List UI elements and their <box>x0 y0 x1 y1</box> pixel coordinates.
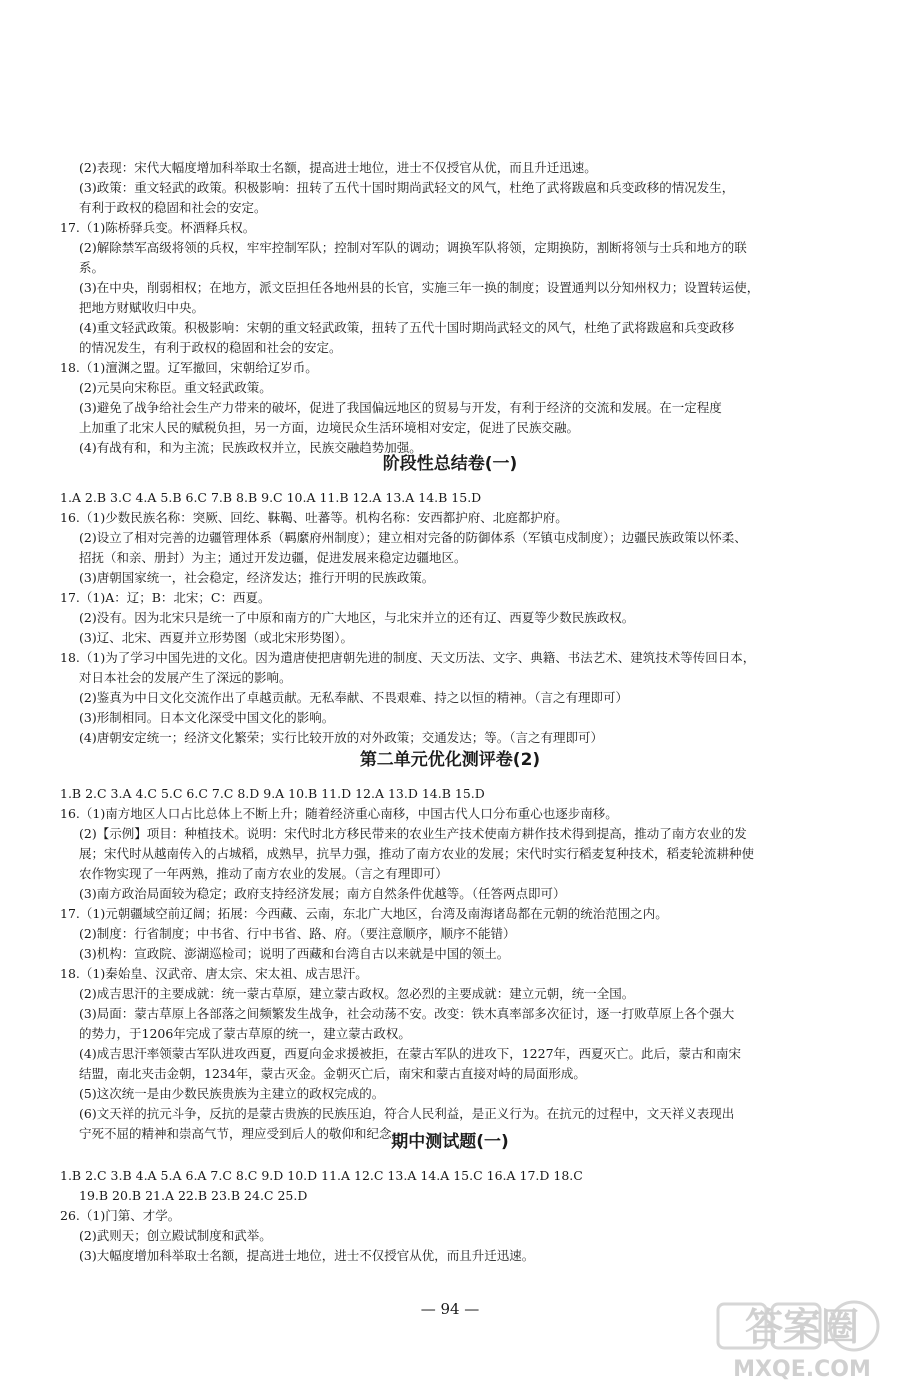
answer-line: 18.（1)秦始皇、汉武帝、唐太宗、宋太祖、成吉思汗。 <box>60 966 368 981</box>
answer-line: 上加重了北宋人民的赋税负担，另一方面，边境民众生活环境相对安定，促进了民族交融。 <box>79 420 580 435</box>
page-number: — 94 — <box>420 1300 480 1318</box>
answer-line: (6)文天祥的抗元斗争，反抗的是蒙古贵族的民族压迫，符合人民利益，是正义行为。在抗元的过程中，文天祥义表现出 <box>79 1106 735 1121</box>
answer-line: (3)形制相同。日本文化深受中国文化的影响。 <box>79 710 335 725</box>
answer-line: (3)大幅度增加科举取士名额，提高进士地位，进士不仅授官从优，而且升迁迅速。 <box>79 1248 535 1263</box>
answer-line: 的情况发生，有利于政权的稳固和社会的安定。 <box>79 340 342 355</box>
answer-line: (3)在中央，削弱相权；在地方，派文臣担任各地州县的长官，实施三年一换的制度；设置通判以分知州权力；设置转运使， <box>79 280 760 295</box>
answer-line: 对日本社会的发展产生了深远的影响。 <box>79 670 292 685</box>
answer-line: (3)局面：蒙古草原上各部落之间频繁发生战争，社会动荡不安。改变：铁木真率部多次征讨，逐一打败草原上各个强大 <box>79 1006 735 1021</box>
answer-line: 18.（1)澶渊之盟。辽军撤回，宋朝给辽岁币。 <box>60 360 318 375</box>
watermark-logo-text: 答案圈 <box>744 1305 860 1349</box>
answer-line: 系。 <box>79 260 105 275</box>
answer-line: 26.（1)门第、才学。 <box>60 1208 181 1223</box>
answer-line: 16.（1)南方地区人口占比总体上不断上升；随着经济重心南移，中国古代人口分布重心也逐步南移。 <box>60 806 618 821</box>
answer-line: 1.A 2.B 3.C 4.A 5.B 6.C 7.B 8.B 9.C 10.A 11.B 12.A 13.A 14.B 15.D <box>60 490 482 505</box>
answer-line: 17.（1)元朝疆域空前辽阔；拓展：今西藏、云南，东北广大地区，台湾及南海诸岛都在元朝的统治范围之内。 <box>60 906 668 921</box>
answer-line: 展；宋代时从越南传入的占城稻，成熟早，抗旱力强，推动了南方农业的发展；宋代时实行稻麦复种技术，稻麦轮流耕种使 <box>79 846 755 861</box>
answer-line: (2)成吉思汗的主要成就：统一蒙古草原，建立蒙古政权。忽必烈的主要成就：建立元朝，统一全国。 <box>79 986 635 1001</box>
answer-line: 17.（1)陈桥驿兵变。杯酒释兵权。 <box>60 220 256 235</box>
answer-line: 有利于政权的稳固和社会的安定。 <box>79 200 267 215</box>
section-title-3: 期中测试题(一) <box>391 1132 509 1152</box>
answer-line: (2)武则天；创立殿试制度和武举。 <box>79 1228 272 1243</box>
section-title-1: 阶段性总结卷(一) <box>382 454 518 474</box>
answer-line: 的势力，于1206年完成了蒙古草原的统一，建立蒙古政权。 <box>79 1026 411 1041</box>
answer-line: (2)解除禁军高级将领的兵权，牢牢控制军队；控制对军队的调动；调换军队将领，定期换防，割断将领与士兵和地方的联 <box>79 240 747 255</box>
answer-line: (2)设立了相对完善的边疆管理体系（羁縻府州制度）；建立相对完备的防御体系（军镇屯戍制度）；边疆民族政策以怀柔、 <box>79 530 747 545</box>
answer-line: 18.（1)为了学习中国先进的文化。因为遣唐使把唐朝先进的制度、天文历法、文字、典籍、书法艺术、建筑技术等传回日本， <box>60 650 756 665</box>
answer-line: 1.B 2.C 3.A 4.C 5.C 6.C 7.C 8.D 9.A 10.B 11.D 12.A 13.D 14.B 15.D <box>60 786 485 801</box>
answer-line: 结盟，南北夹击金朝，1234年，蒙古灭金。金朝灭亡后，南宋和蒙古直接对峙的局面形成。 <box>79 1066 586 1081</box>
answer-line: (3)唐朝国家统一，社会稳定，经济发达；推行开明的民族政策。 <box>79 570 435 585</box>
answer-line: 把地方财赋收归中央。 <box>79 300 205 315</box>
answer-line: (2)表现：宋代大幅度增加科举取士名额，提高进士地位，进士不仅授官从优，而且升迁迅速。 <box>79 160 597 175</box>
answer-line: 1.B 2.C 3.B 4.A 5.A 6.A 7.C 8.C 9.D 10.D 11.A 12.C 13.A 14.A 15.C 16.A 17.D 18.C <box>60 1168 583 1183</box>
answer-line: (5)这次统一是由少数民族贵族为主建立的政权完成的。 <box>79 1086 385 1101</box>
answer-line: (2)制度：行省制度；中书省、行中书省、路、府。（要注意顺序，顺序不能错） <box>79 926 516 941</box>
answer-line: 17.（1)A：辽；B：北宋；C：西夏。 <box>60 590 271 605</box>
answer-line: (3)辽、北宋、西夏并立形势图（或北宋形势图）。 <box>79 630 353 645</box>
answer-line: 16.（1)少数民族名称：突厥、回纥、靺鞨、吐蕃等。机构名称：安西都护府、北庭都护府。 <box>60 510 568 525</box>
section-title-2: 第二单元优化测评卷(2) <box>359 750 541 770</box>
answer-line: 19.B 20.B 21.A 22.B 23.B 24.C 25.D <box>79 1188 308 1203</box>
answer-line: 农作物实现了一年两熟，推动了南方农业的发展。（言之有理即可） <box>79 866 448 881</box>
answer-line: (4)成吉思汗率领蒙古军队进攻西夏，西夏向金求援被拒，在蒙古军队的进攻下，1227年，西夏灭亡。此后，蒙古和南宋 <box>79 1046 742 1061</box>
answer-line: 宁死不屈的精神和崇高气节，理应受到后人的敬仰和纪念。 <box>79 1126 405 1141</box>
answer-line: (2)【示例】项目：种植技术。说明：宋代时北方移民带来的农业生产技术使南方耕作技术得到提高，推动了南方农业的发 <box>79 826 747 841</box>
answer-line: (2)没有。因为北宋只是统一了中原和南方的广大地区，与北宋并立的还有辽、西夏等少数民族政权。 <box>79 610 635 625</box>
answer-line: (2)元昊向宋称臣。重文轻武政策。 <box>79 380 272 395</box>
answer-line: (3)避免了战争给社会生产力带来的破坏，促进了我国偏远地区的贸易与开发，有利于经济的交流和发展。在一定程度 <box>79 400 722 415</box>
watermark-url: MXQE.COM <box>733 1357 871 1382</box>
answer-line: (3)政策：重文轻武的政策。积极影响：扭转了五代十国时期尚武轻文的风气，杜绝了武将跋扈和兵变政移的情况发生， <box>79 180 735 195</box>
answer-line: (2)鉴真为中日文化交流作出了卓越贡献。无私奉献、不畏艰难、持之以恒的精神。（言之有理即可） <box>79 690 628 705</box>
answer-line: (4)重文轻武政策。积极影响：宋朝的重文轻武政策，扭转了五代十国时期尚武轻文的风气，杜绝了武将跋扈和兵变政移 <box>79 320 735 335</box>
watermark-logo <box>712 1300 892 1382</box>
answer-line: (4)有战有和，和为主流；民族政权并立，民族交融趋势加强。 <box>79 440 422 455</box>
answer-line: (3)机构：宣政院、澎湖巡检司；说明了西藏和台湾自古以来就是中国的领土。 <box>79 946 510 961</box>
answer-line: (3)南方政治局面较为稳定；政府支持经济发展；南方自然条件优越等。（任答两点即可） <box>79 886 566 901</box>
answer-line: 招抚（和亲、册封）为主；通过开发边疆，促进发展来稳定边疆地区。 <box>79 550 467 565</box>
answer-line: (4)唐朝安定统一；经济文化繁荣；实行比较开放的对外政策；交通发达；等。（言之有理即可） <box>79 730 603 745</box>
